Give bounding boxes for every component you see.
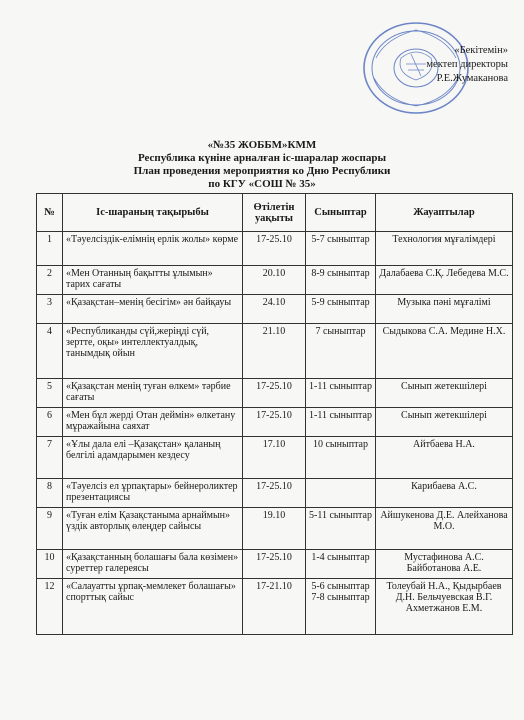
table-row: [37, 379, 513, 408]
row-time: 17-25.10: [243, 232, 306, 266]
row-responsible: Музыка пәні мұғалімі: [376, 295, 513, 324]
row-time: 17-25.10: [243, 479, 306, 508]
row-time: 17-25.10: [243, 379, 306, 408]
row-classes: 8-9 сыныптар: [306, 266, 376, 295]
row-title: «Қазақстан менің туған өлкем» тәрбие сағаты: [63, 379, 243, 408]
row-number: 3: [37, 295, 63, 324]
row-classes: 1-11 сыныптар: [306, 379, 376, 408]
row-number: 8: [37, 479, 63, 508]
table-row: [37, 550, 513, 579]
row-responsible: Толеубай Н.А., Қыдырбаев Д.Н. Бельчуевская В.Г. Ахметжанов Е.М.: [376, 579, 513, 635]
row-time: 17-25.10: [243, 550, 306, 579]
row-responsible: Айшукенова Д.Е. Алейханова М.О.: [376, 508, 513, 550]
table-header-row: [37, 194, 513, 232]
row-title: «Мен Отанның бақытты ұлымын» тарих сағаты: [63, 266, 243, 295]
row-responsible: Сынып жетекшілері: [376, 379, 513, 408]
row-classes: 5-6 сыныптар 7-8 сыныптар: [306, 579, 376, 635]
row-number: 4: [37, 324, 63, 379]
row-title: «Салауатты ұрпақ-мемлекет болашағы» спорттық сайыс: [63, 579, 243, 635]
row-classes: 5-7 сыныптар: [306, 232, 376, 266]
approval-title: «Бекітемін»: [454, 45, 508, 56]
row-time: 17-21.10: [243, 579, 306, 635]
row-number: 7: [37, 437, 63, 479]
row-classes: [306, 479, 376, 508]
row-responsible: Далабаева С.Қ. Лебедева М.С.: [376, 266, 513, 295]
header-number: №: [37, 194, 63, 232]
row-classes: 7 сыныптар: [306, 324, 376, 379]
approval-block: [378, 44, 508, 86]
table-row: [37, 479, 513, 508]
row-title: «Республиканды сүй,жеріңді сүй, зертте, оқы» интеллектуалдық, танымдық ойын: [63, 324, 243, 379]
row-time: 20.10: [243, 266, 306, 295]
header-title: Іс-шараның тақырыбы: [63, 194, 243, 232]
approval-position: мектеп директоры: [426, 59, 508, 70]
row-number: 9: [37, 508, 63, 550]
row-classes: 5-9 сыныптар: [306, 295, 376, 324]
row-title: «Мен бұл жерді Отан деймін» өлкетану мұражайына саяхат: [63, 408, 243, 437]
row-time: 19.10: [243, 508, 306, 550]
row-classes: 10 сыныптар: [306, 437, 376, 479]
header-time: Өтілетін уақыты: [243, 194, 306, 232]
row-time: 21.10: [243, 324, 306, 379]
events-table: [36, 193, 513, 635]
row-classes: 1-11 сыныптар: [306, 408, 376, 437]
row-title: «Тәуелсіз ел ұрпақтары» бейнероликтер презентациясы: [63, 479, 243, 508]
row-title: «Туған елім Қазақстаныма арнаймын» үздік авторлық өлеңдер сайысы: [63, 508, 243, 550]
row-title: «Ұлы дала елі –Қазақстан» қаланың белгілі адамдарымен кездесу: [63, 437, 243, 479]
header-classes: Сыныптар: [306, 194, 376, 232]
row-responsible: Сынып жетекшілері: [376, 408, 513, 437]
header-responsible: Жауаптылар: [376, 194, 513, 232]
row-responsible: Мустафинова А.С. Байботанова А.Е.: [376, 550, 513, 579]
row-number: 1: [37, 232, 63, 266]
row-number: 10: [37, 550, 63, 579]
row-number: 5: [37, 379, 63, 408]
table-row: [37, 437, 513, 479]
row-title: «Тәуелсіздік-елімнің ерлік жолы» көрме: [63, 232, 243, 266]
row-time: 17-25.10: [243, 408, 306, 437]
table-row: [37, 232, 513, 266]
row-responsible: Сыдыкова С.А. Медине Н.Х.: [376, 324, 513, 379]
table-row: [37, 324, 513, 379]
heading-title-russian: План проведения мероприятия ко Дню Республики: [133, 165, 391, 177]
row-number: 2: [37, 266, 63, 295]
row-time: 17.10: [243, 437, 306, 479]
document-heading: [0, 139, 524, 191]
row-responsible: Карибаева А.С.: [376, 479, 513, 508]
row-number: 12: [37, 579, 63, 635]
heading-title-kazakh: Республика күніне арналған іс-шаралар жоспары: [137, 152, 387, 164]
table-row: [37, 579, 513, 635]
table-row: [37, 508, 513, 550]
row-classes: 5-11 сыныптар: [306, 508, 376, 550]
row-responsible: Айтбаева Н.А.: [376, 437, 513, 479]
row-responsible: Технология мұғалімдері: [376, 232, 513, 266]
row-classes: 1-4 сыныптар: [306, 550, 376, 579]
row-number: 6: [37, 408, 63, 437]
heading-organization: «№35 ЖОББМ»КММ: [207, 139, 317, 151]
row-time: 24.10: [243, 295, 306, 324]
row-title: «Қазақстанның болашағы бала көзімен» суреттер галереясы: [63, 550, 243, 579]
table-row: [37, 408, 513, 437]
approval-signatory: Р.Е.Жумаканова: [436, 73, 508, 84]
heading-school: по КГУ «СОШ № 35»: [208, 178, 316, 190]
table-row: [37, 266, 513, 295]
row-title: «Қазақстан–менің бесігім» ән байқауы: [63, 295, 243, 324]
table-row: [37, 295, 513, 324]
